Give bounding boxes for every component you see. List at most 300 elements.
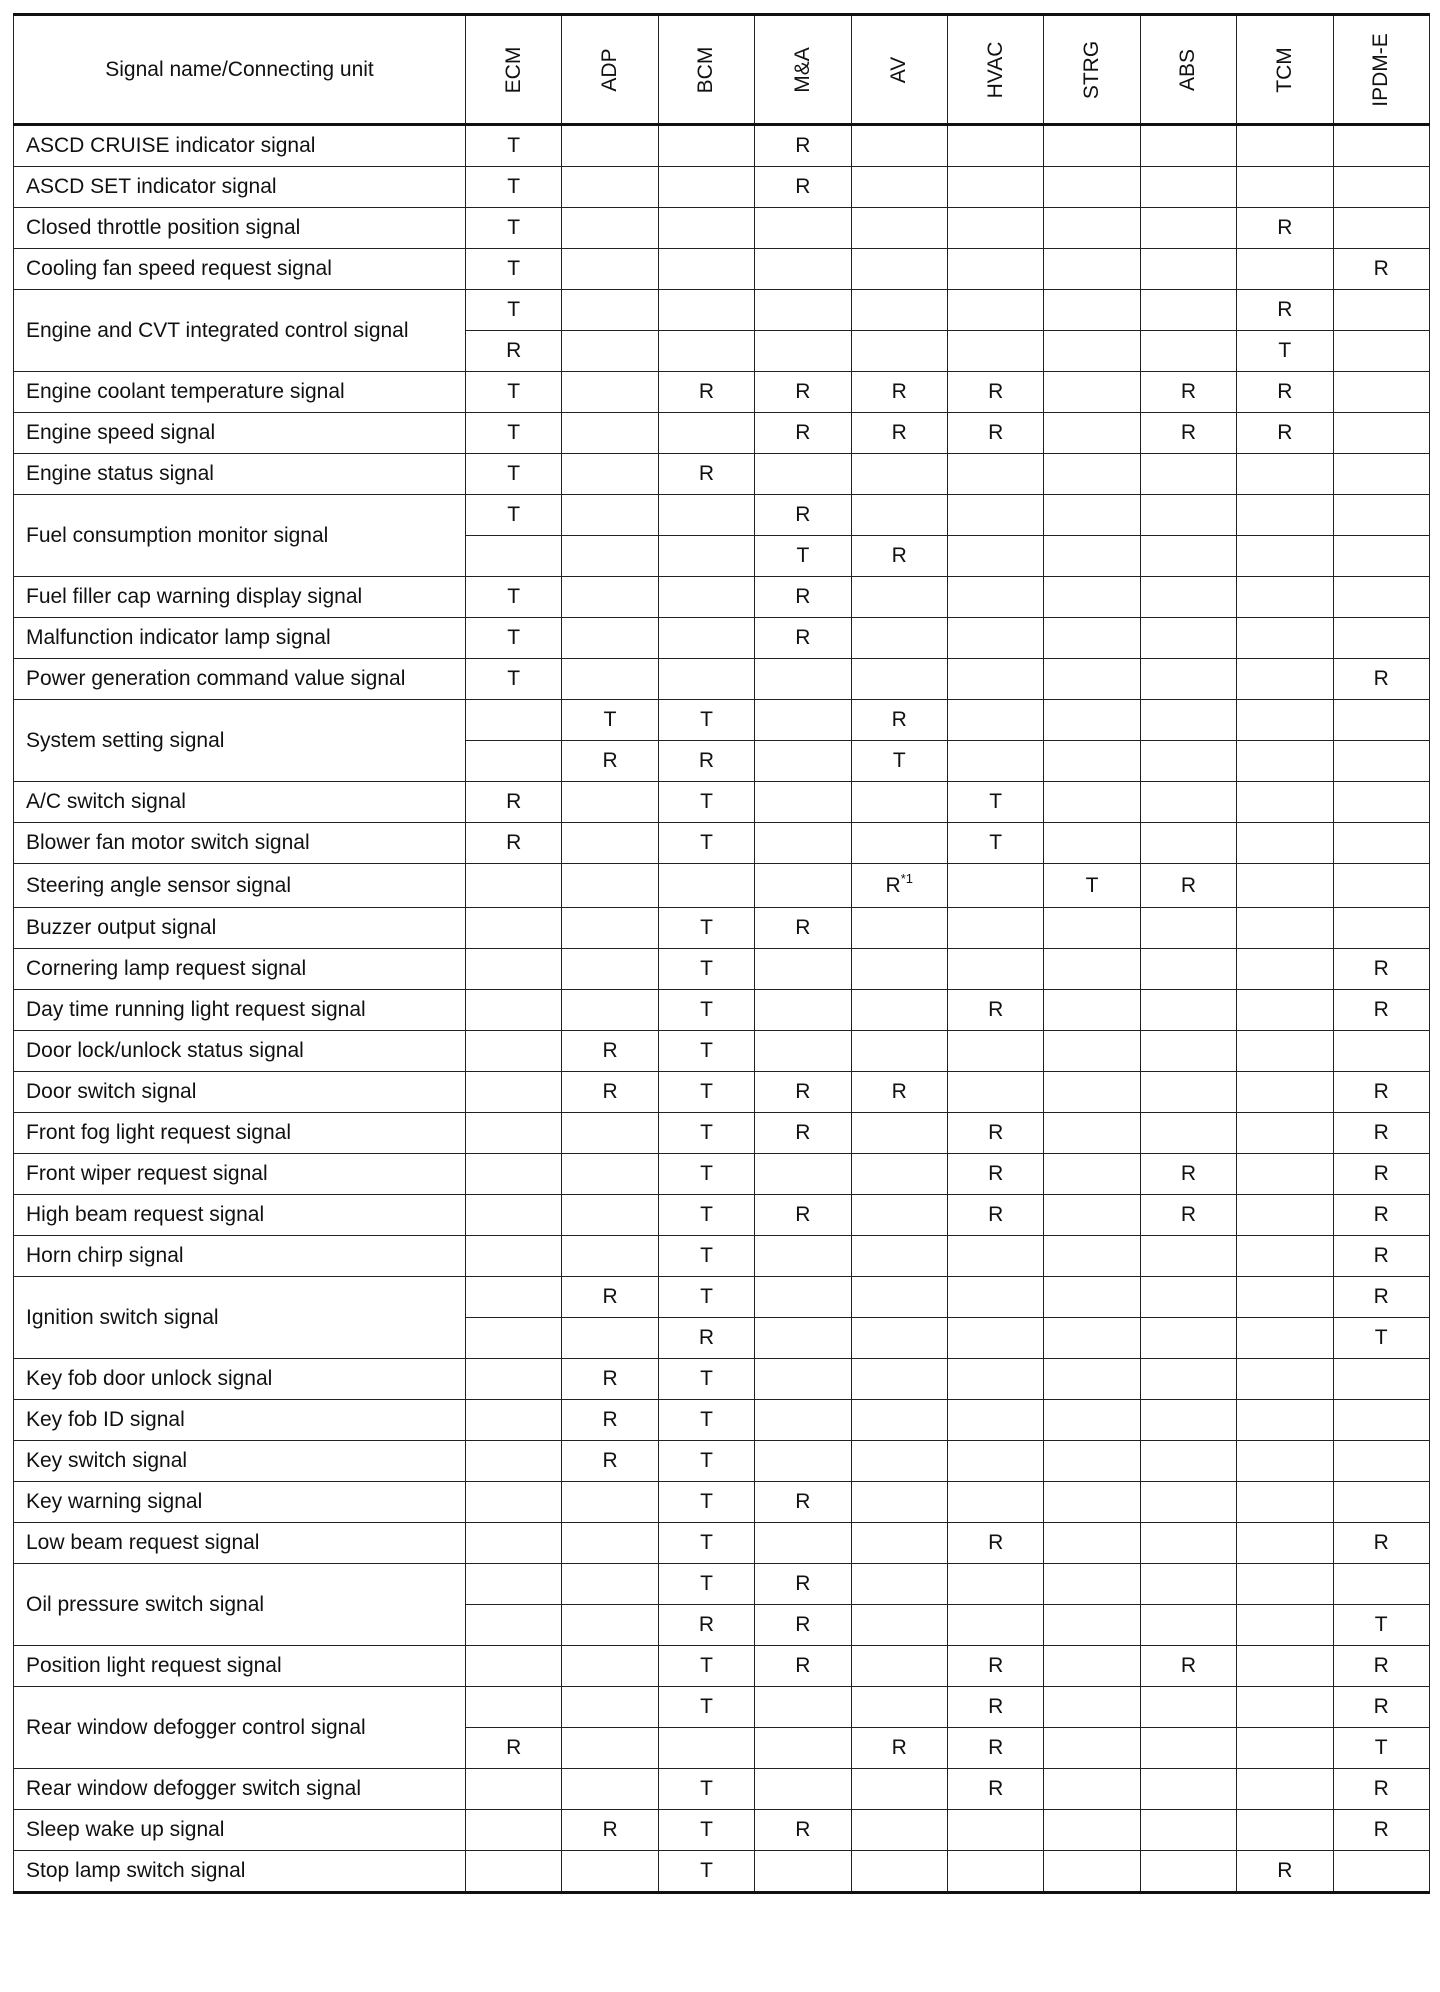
table-row	[14, 495, 1430, 536]
signal-cell	[851, 208, 947, 249]
footnote-marker: *1	[900, 870, 913, 886]
signal-cell	[466, 1400, 562, 1441]
signal-cell: R	[755, 1564, 851, 1605]
unit-header-tcm	[1237, 15, 1333, 125]
signal-cell	[755, 454, 851, 495]
table-row	[14, 413, 1430, 454]
signal-cell	[947, 949, 1043, 990]
signal-cell	[1333, 454, 1429, 495]
table-row	[14, 1851, 1430, 1893]
signal-cell	[466, 536, 562, 577]
signal-cell	[1140, 1318, 1236, 1359]
signal-cell	[1140, 1523, 1236, 1564]
signal-cell: R	[562, 741, 658, 782]
signal-cell	[562, 249, 658, 290]
signal-cell	[1140, 990, 1236, 1031]
signal-name: Stop lamp switch signal	[14, 1851, 466, 1893]
signal-cell	[755, 949, 851, 990]
signal-cell	[562, 659, 658, 700]
signal-cell	[1140, 1400, 1236, 1441]
unit-header-bcm	[658, 15, 754, 125]
signal-cell	[1044, 1318, 1140, 1359]
signal-cell: T	[466, 618, 562, 659]
signal-cell: R	[1140, 1195, 1236, 1236]
signal-cell: T	[658, 990, 754, 1031]
signal-cell	[466, 949, 562, 990]
signal-cell: R	[466, 1728, 562, 1769]
signal-cell	[755, 1441, 851, 1482]
signal-name: Fuel consumption monitor signal	[14, 495, 466, 577]
signal-cell: R	[562, 1031, 658, 1072]
signal-cell	[1044, 1646, 1140, 1687]
signal-cell	[658, 413, 754, 454]
signal-cell: R	[1237, 290, 1333, 331]
signal-cell	[562, 1154, 658, 1195]
signal-cell	[755, 782, 851, 823]
signal-cell	[658, 864, 754, 908]
signal-cell	[562, 290, 658, 331]
signal-name: Horn chirp signal	[14, 1236, 466, 1277]
signal-cell: R	[1140, 372, 1236, 413]
signal-cell	[658, 249, 754, 290]
signal-cell	[1140, 1851, 1236, 1893]
signal-cell	[1044, 1400, 1140, 1441]
signal-cell	[851, 1400, 947, 1441]
signal-cell	[947, 249, 1043, 290]
signal-cell	[947, 1277, 1043, 1318]
signal-cell	[755, 1154, 851, 1195]
signal-name: Buzzer output signal	[14, 908, 466, 949]
signal-cell: R	[562, 1810, 658, 1851]
table-row	[14, 1195, 1430, 1236]
signal-cell: R	[562, 1359, 658, 1400]
signal-cell	[1140, 618, 1236, 659]
signal-cell	[562, 208, 658, 249]
signal-cell	[947, 908, 1043, 949]
signal-cell	[1237, 659, 1333, 700]
signal-cell	[1044, 208, 1140, 249]
signal-cell	[466, 1810, 562, 1851]
signal-cell	[1333, 1031, 1429, 1072]
table-row	[14, 1400, 1430, 1441]
signal-cell	[1044, 1810, 1140, 1851]
signal-cell	[1044, 659, 1140, 700]
signal-cell: T	[947, 823, 1043, 864]
table-row	[14, 1359, 1430, 1400]
signal-cell	[1140, 1810, 1236, 1851]
signal-cell	[1044, 1851, 1140, 1893]
signal-cell	[1044, 1236, 1140, 1277]
signal-cell	[755, 990, 851, 1031]
signal-cell: R	[1333, 1769, 1429, 1810]
signal-cell	[1140, 454, 1236, 495]
signal-cell	[562, 536, 658, 577]
signal-cell	[466, 864, 562, 908]
signal-cell	[1044, 290, 1140, 331]
signal-cell	[755, 1318, 851, 1359]
signal-name: Blower fan motor switch signal	[14, 823, 466, 864]
signal-cell: T	[1237, 331, 1333, 372]
signal-cell	[851, 167, 947, 208]
signal-cell	[466, 1318, 562, 1359]
signal-cell	[1140, 1277, 1236, 1318]
signal-cell: R	[851, 536, 947, 577]
signal-cell	[1237, 1523, 1333, 1564]
signal-cell	[1333, 536, 1429, 577]
table-row	[14, 1277, 1430, 1318]
signal-cell	[851, 1441, 947, 1482]
signal-cell	[755, 1236, 851, 1277]
signal-cell	[1237, 1482, 1333, 1523]
signal-cell	[851, 618, 947, 659]
signal-name: Power generation command value signal	[14, 659, 466, 700]
signal-cell	[1237, 1113, 1333, 1154]
signal-cell	[466, 908, 562, 949]
signal-cell	[1044, 908, 1140, 949]
signal-name: High beam request signal	[14, 1195, 466, 1236]
signal-cell	[947, 1359, 1043, 1400]
signal-cell	[755, 659, 851, 700]
signal-cell	[851, 659, 947, 700]
signal-cell: T	[466, 413, 562, 454]
signal-cell	[1140, 1728, 1236, 1769]
signal-cell: R	[658, 1318, 754, 1359]
signal-cell	[1237, 1031, 1333, 1072]
signal-cell	[1333, 577, 1429, 618]
header-row	[14, 15, 1430, 125]
signal-cell	[1140, 1441, 1236, 1482]
signal-cell	[1044, 249, 1140, 290]
signal-cell	[1333, 823, 1429, 864]
signal-cell	[755, 823, 851, 864]
signal-cell	[1333, 413, 1429, 454]
signal-cell: R	[947, 372, 1043, 413]
signal-cell: T	[1333, 1605, 1429, 1646]
signal-cell	[1333, 125, 1429, 167]
signal-cell	[1237, 1810, 1333, 1851]
signal-cell	[1044, 454, 1140, 495]
signal-cell	[1333, 1851, 1429, 1893]
unit-header-av	[851, 15, 947, 125]
signal-cell	[1333, 1400, 1429, 1441]
table-row	[14, 1482, 1430, 1523]
signal-cell	[1044, 495, 1140, 536]
signal-cell	[947, 1441, 1043, 1482]
signal-cell: T	[658, 823, 754, 864]
signal-cell	[1140, 1564, 1236, 1605]
signal-cell	[1044, 536, 1140, 577]
signal-cell: R	[1333, 1195, 1429, 1236]
signal-cell	[1140, 1072, 1236, 1113]
signal-cell: R	[851, 372, 947, 413]
signal-cell: R	[1333, 990, 1429, 1031]
signal-cell	[562, 495, 658, 536]
signal-cell	[1237, 249, 1333, 290]
signal-cell	[1333, 1482, 1429, 1523]
table-row	[14, 782, 1430, 823]
signal-cell	[1140, 1236, 1236, 1277]
signal-cell	[1237, 990, 1333, 1031]
signal-cell	[466, 1687, 562, 1728]
signal-cell	[1140, 208, 1236, 249]
signal-cell: R	[562, 1277, 658, 1318]
signal-cell	[851, 495, 947, 536]
signal-cell	[1237, 577, 1333, 618]
signal-cell	[947, 1318, 1043, 1359]
signal-name: Cooling fan speed request signal	[14, 249, 466, 290]
signal-cell	[466, 1769, 562, 1810]
signal-cell: R	[1237, 1851, 1333, 1893]
signal-cell: T	[658, 1564, 754, 1605]
table-row	[14, 659, 1430, 700]
signal-cell: R	[947, 1769, 1043, 1810]
signal-cell	[851, 949, 947, 990]
signal-cell	[1044, 1154, 1140, 1195]
signal-cell: R	[658, 1605, 754, 1646]
signal-name: Rear window defogger switch signal	[14, 1769, 466, 1810]
signal-cell	[466, 1277, 562, 1318]
signal-cell	[1237, 1728, 1333, 1769]
signal-cell	[1044, 1728, 1140, 1769]
table-row	[14, 908, 1430, 949]
signal-cell: R	[562, 1400, 658, 1441]
signal-cell: T	[658, 782, 754, 823]
table-row	[14, 1236, 1430, 1277]
signal-cell	[851, 1318, 947, 1359]
signal-cell: R	[658, 454, 754, 495]
signal-cell: R	[1140, 1646, 1236, 1687]
signal-cell	[851, 1687, 947, 1728]
signal-cell: R	[562, 1441, 658, 1482]
signal-cell	[1140, 949, 1236, 990]
unit-label: IPDM-E	[1369, 32, 1393, 107]
signal-cell: R	[755, 1482, 851, 1523]
table-row	[14, 823, 1430, 864]
table-row	[14, 700, 1430, 741]
unit-header-adp	[562, 15, 658, 125]
signal-cell: R	[947, 1113, 1043, 1154]
signal-cell	[466, 1441, 562, 1482]
signal-cell	[947, 290, 1043, 331]
signal-cell: T	[562, 700, 658, 741]
signal-cell: R	[1333, 1154, 1429, 1195]
signal-cell	[1333, 618, 1429, 659]
signal-name: Closed throttle position signal	[14, 208, 466, 249]
signal-cell	[947, 1236, 1043, 1277]
signal-cell: R	[947, 1195, 1043, 1236]
signal-cell	[1333, 208, 1429, 249]
signal-cell	[562, 167, 658, 208]
signal-cell	[562, 782, 658, 823]
signal-cell: R	[755, 1072, 851, 1113]
signal-cell: R	[755, 577, 851, 618]
signal-name: Key switch signal	[14, 1441, 466, 1482]
signal-cell	[562, 1564, 658, 1605]
signal-cell	[466, 1646, 562, 1687]
signal-name: Door lock/unlock status signal	[14, 1031, 466, 1072]
table-body	[14, 125, 1430, 1893]
table-row	[14, 290, 1430, 331]
signal-cell	[562, 331, 658, 372]
signal-cell	[851, 331, 947, 372]
signal-cell	[851, 249, 947, 290]
signal-cell	[1237, 823, 1333, 864]
signal-cell: R	[851, 1072, 947, 1113]
signal-cell	[1237, 1359, 1333, 1400]
signal-cell	[1140, 1769, 1236, 1810]
signal-cell	[1140, 1605, 1236, 1646]
signal-cell	[851, 1482, 947, 1523]
signal-cell	[851, 577, 947, 618]
signal-cell: R	[755, 1810, 851, 1851]
signal-cell: T	[658, 1400, 754, 1441]
signal-cell	[658, 290, 754, 331]
signal-cell	[562, 454, 658, 495]
signal-cell	[1333, 331, 1429, 372]
signal-cell	[1237, 536, 1333, 577]
signal-cell: R	[1333, 1687, 1429, 1728]
signal-name: Key warning signal	[14, 1482, 466, 1523]
unit-header-m-and-a	[755, 15, 851, 125]
table-row	[14, 1441, 1430, 1482]
signal-cell	[1333, 290, 1429, 331]
signal-cell	[562, 1851, 658, 1893]
signal-cell	[562, 372, 658, 413]
signal-cell: R	[1333, 1646, 1429, 1687]
signal-cell	[562, 990, 658, 1031]
signal-cell	[1140, 659, 1236, 700]
signal-cell	[562, 1318, 658, 1359]
unit-header-hvac	[947, 15, 1043, 125]
signal-cell	[947, 167, 1043, 208]
signal-cell: T	[658, 1482, 754, 1523]
signal-cell	[1140, 1687, 1236, 1728]
signal-cell: R	[1333, 249, 1429, 290]
signal-cell: R	[947, 1154, 1043, 1195]
signal-column-header: Signal name/Connecting unit	[14, 15, 466, 125]
signal-cell: R	[755, 908, 851, 949]
signal-cell: R	[1140, 864, 1236, 908]
unit-header-strg	[1044, 15, 1140, 125]
signal-cell	[755, 1851, 851, 1893]
signal-cell	[947, 700, 1043, 741]
signal-cell: T	[1044, 864, 1140, 908]
signal-cell	[1237, 700, 1333, 741]
signal-cell	[755, 1400, 851, 1441]
signal-cell: T	[658, 1523, 754, 1564]
unit-label: BCM	[694, 46, 718, 93]
table-row	[14, 372, 1430, 413]
signal-cell	[658, 331, 754, 372]
signal-cell: R	[755, 413, 851, 454]
signal-name: Day time running light request signal	[14, 990, 466, 1031]
unit-label: TCM	[1272, 46, 1296, 93]
signal-cell	[1044, 1769, 1140, 1810]
signal-cell: R	[851, 413, 947, 454]
signal-cell: R	[755, 125, 851, 167]
signal-cell: T	[466, 454, 562, 495]
table-row	[14, 1113, 1430, 1154]
signal-cell	[947, 495, 1043, 536]
signal-cell	[1044, 1523, 1140, 1564]
signal-cell	[1044, 125, 1140, 167]
signal-cell	[1140, 331, 1236, 372]
signal-cell	[1237, 125, 1333, 167]
signal-cell: T	[658, 1195, 754, 1236]
signal-cell: T	[658, 1359, 754, 1400]
signal-cell: R	[755, 1113, 851, 1154]
signal-cell: R	[755, 372, 851, 413]
signal-cell	[466, 1482, 562, 1523]
signal-cell	[1140, 823, 1236, 864]
table-row	[14, 1564, 1430, 1605]
signal-cell	[851, 454, 947, 495]
signal-cell	[1333, 1359, 1429, 1400]
signal-cell: T	[1333, 1728, 1429, 1769]
signal-cell	[466, 1154, 562, 1195]
signal-cell	[947, 1400, 1043, 1441]
signal-cell: T	[658, 1277, 754, 1318]
signal-cell: T	[466, 495, 562, 536]
signal-cell	[562, 125, 658, 167]
signal-cell	[1333, 864, 1429, 908]
signal-cell	[1140, 1482, 1236, 1523]
signal-name: ASCD CRUISE indicator signal	[14, 125, 466, 167]
signal-cell: R	[947, 1728, 1043, 1769]
signal-cell	[1044, 990, 1140, 1031]
signal-name: Front fog light request signal	[14, 1113, 466, 1154]
table-row	[14, 167, 1430, 208]
signal-cell	[755, 1031, 851, 1072]
signal-cell	[1140, 782, 1236, 823]
signal-cell: T	[466, 167, 562, 208]
signal-name: Malfunction indicator lamp signal	[14, 618, 466, 659]
signal-cell	[947, 1564, 1043, 1605]
signal-cell	[562, 577, 658, 618]
signal-cell: T	[658, 1072, 754, 1113]
signal-cell	[851, 1113, 947, 1154]
signal-cell	[562, 1113, 658, 1154]
signal-cell	[1044, 1072, 1140, 1113]
signal-cell	[947, 577, 1043, 618]
signal-cell: T	[466, 125, 562, 167]
signal-cell: T	[466, 290, 562, 331]
signal-cell	[755, 700, 851, 741]
signal-cell	[562, 1236, 658, 1277]
signal-cell	[1140, 290, 1236, 331]
signal-cell	[1237, 1195, 1333, 1236]
signal-cell	[947, 536, 1043, 577]
signal-cell: T	[658, 700, 754, 741]
signal-cell	[1333, 782, 1429, 823]
signal-cell	[1333, 700, 1429, 741]
signal-cell	[947, 618, 1043, 659]
unit-label: STRG	[1080, 40, 1104, 99]
signal-cell: R	[755, 1195, 851, 1236]
table-row	[14, 1769, 1430, 1810]
table-row	[14, 864, 1430, 908]
signal-cell: T	[658, 1113, 754, 1154]
signal-cell	[851, 1031, 947, 1072]
signal-cell	[562, 1482, 658, 1523]
unit-header-ecm	[466, 15, 562, 125]
signal-cell	[1333, 1441, 1429, 1482]
unit-label: ABS	[1176, 48, 1200, 91]
table-row	[14, 454, 1430, 495]
signal-cell	[1237, 1564, 1333, 1605]
signal-cell	[562, 1769, 658, 1810]
signal-cell: T	[466, 577, 562, 618]
